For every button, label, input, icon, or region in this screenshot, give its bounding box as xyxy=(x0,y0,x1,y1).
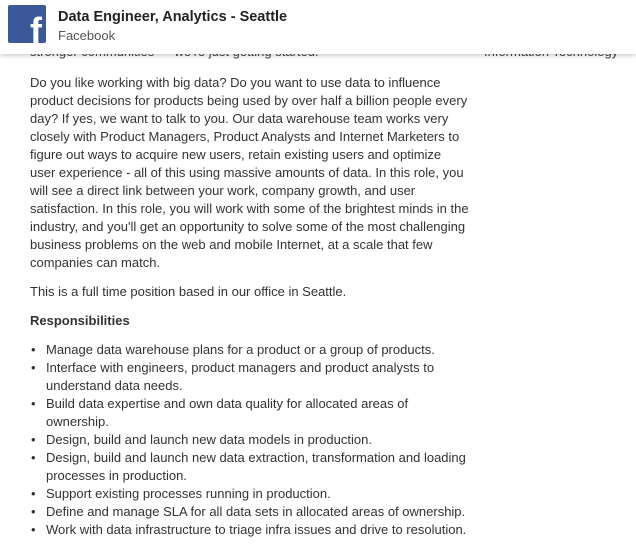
list-item: • Design, build and launch new data extraction, transformation and loading processes in production. xyxy=(30,449,470,485)
responsibilities-heading: Responsibilities xyxy=(30,313,130,328)
job-title: Data Engineer, Analytics - Seattle xyxy=(58,9,288,25)
list-item: • Support existing processes running in production. xyxy=(30,485,470,503)
description-paragraph: Do you like working with big data? Do you want to use data to influence product decisions for products being used by over half a billion people every day? If yes, we want to talk to you. Our data warehouse team works very closely with Product Managers, Product Analysts and Internet Marketers to figure out ways to acquire new users, retain existing users and optimize user experience - all of this using massive amounts of data. In this role, you will see a direct link between your work, company growth, and user satisfaction. In this role, you will work with some of the brightest minds in the industry, and you'll get an opportunity to solve some of the most challenging business problems on the web and mobile Internet, at a scale that few companies can match. xyxy=(30,75,469,270)
list-item: • Design, build and launch new data models in production. xyxy=(30,431,470,449)
company-name[interactable]: Facebook xyxy=(58,28,116,43)
job-header xyxy=(0,0,636,54)
list-item: • Build data expertise and own data quality for allocated areas of ownership. xyxy=(30,395,470,431)
responsibilities-list xyxy=(30,341,470,539)
logo-letter: f xyxy=(30,10,42,43)
list-item: • Manage data warehouse plans for a product or a group of products. xyxy=(30,341,470,359)
list-item: • Work with data infrastructure to triage infra issues and drive to resolution. xyxy=(30,521,470,539)
location-paragraph: This is a full time position based in our office in Seattle. xyxy=(30,284,347,299)
list-item: • Interface with engineers, product managers and product analysts to understand data needs. xyxy=(30,359,470,395)
facebook-logo-icon[interactable] xyxy=(8,5,46,43)
job-description xyxy=(30,74,470,539)
list-item: • Define and manage SLA for all data sets in allocated areas of ownership. xyxy=(30,503,470,521)
